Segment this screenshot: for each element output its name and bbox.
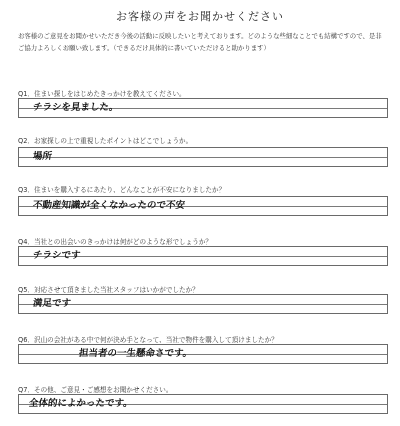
answer-2-box [18,147,388,167]
answer-4-text: チラシです [32,250,81,261]
answer-6-box [18,344,388,364]
answer-4-box [18,246,388,266]
answer-3-text: 不動産知識が全くなかったので不安 [32,200,186,211]
question-1-label: Q1．住まい探しをはじめたきっかけを教えてください。 [18,90,186,98]
answer-5-text: 満足です [32,298,72,309]
answer-2-text: 場所 [32,151,53,162]
answer-1-box [18,98,388,118]
question-7-label: Q7．その他、ご意見・ご感想をお聞かせください。 [18,386,173,394]
answer-1-text: チラシを見ました。 [32,102,119,113]
answer-5-box [18,294,388,314]
question-5-label: Q5．対応させて頂きました当社スタッフはいかがでしたか？ [18,286,199,294]
answer-5-line [19,304,387,305]
question-4-label: Q4．当社との出会いのきっかけは何がどのような形でしょうか？ [18,238,213,246]
answer-7-text: 全体的によかったです。 [28,398,134,409]
answer-3-box [18,196,388,216]
question-3-label: Q3．住まいを購入するにあたり、どんなことが不安になりましたか？ [18,186,226,194]
answer-6-line [19,354,387,355]
page-title: お客様の声をお聞かせください [116,10,284,23]
answer-6-text: 担当者の一生懸命さです。 [78,348,193,359]
question-6-label: Q6．沢山の会社がある中で何が決め手となって、当社で物件を購入して頂けましたか？ [18,336,278,344]
answer-2-line [19,157,387,158]
answer-7-box [18,394,388,414]
question-2-label: Q2．お家探しの上で重視したポイントはどこでしょうか。 [18,137,193,145]
intro-text: お客様のご意見をお聞かせいただき今後の活動に反映したいと考えております。どのような些細なことでも結構ですので、是非ご協力よろしくお願い致します。（できるだけ具体的に書いていただけると助かります） [18,32,382,52]
